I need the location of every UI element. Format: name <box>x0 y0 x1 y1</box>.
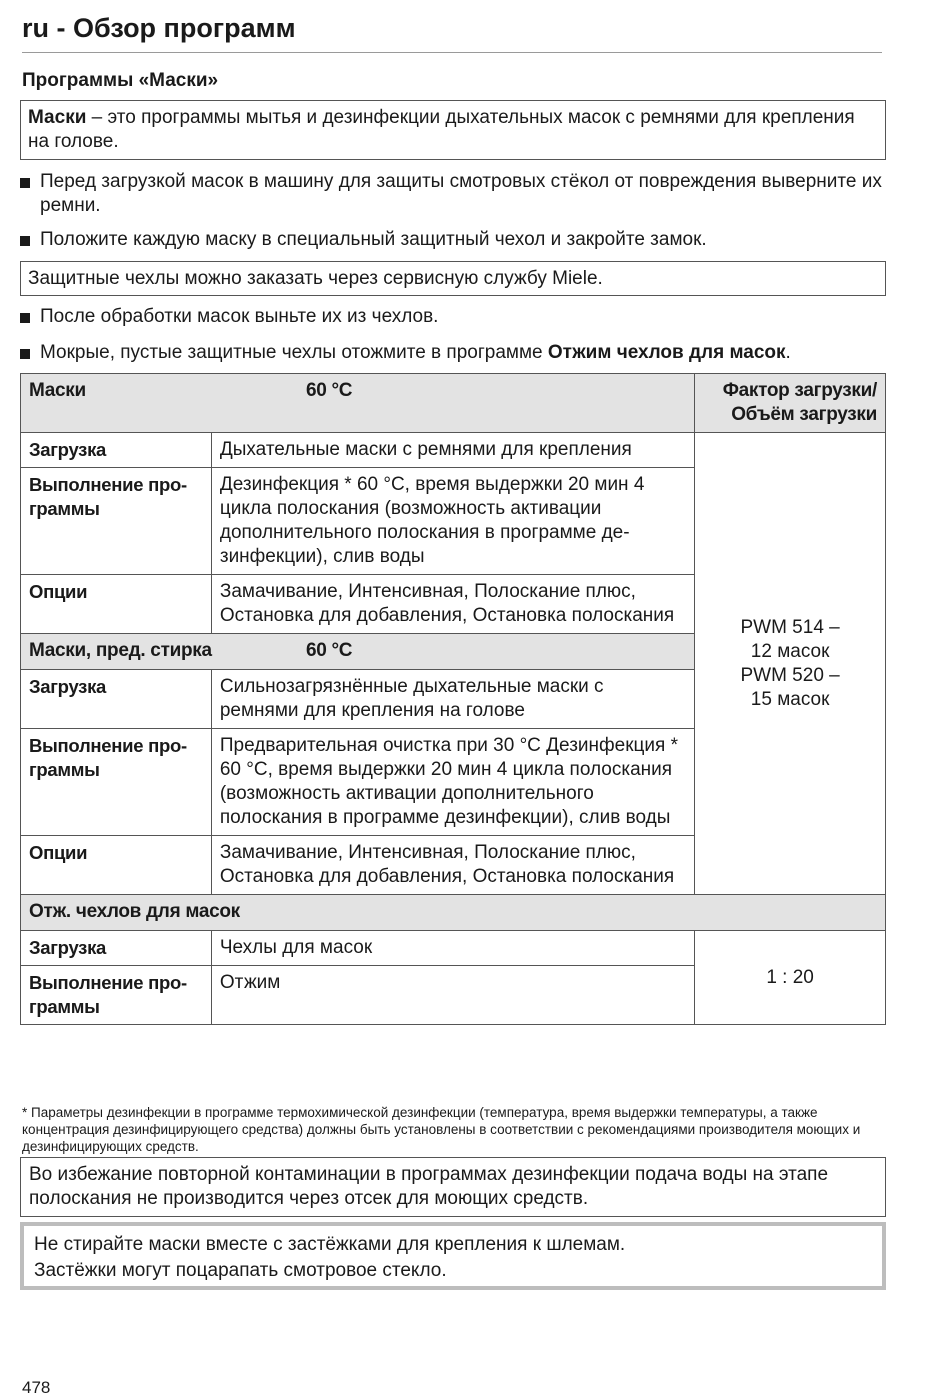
list-item <box>20 170 886 218</box>
list-item-text-end: . <box>785 342 791 363</box>
row-label-line2: граммы <box>29 759 100 780</box>
row-label-line1: Выполнение про- <box>29 972 187 993</box>
row-value: Чехлы для масок <box>211 931 694 966</box>
footnote: * Параметры дезинфекции в программе термохимической дезинфекции (температура, время выдержки температуры, а также концентрация дезинфицирующего средства) должны быть установлены в соответствии с рекомендациями производителя моющих и дезинфицирующих средств. <box>22 1105 861 1154</box>
bullet-square-icon <box>20 178 30 188</box>
factor-header-line1: Фактор загрузки/ <box>722 380 877 401</box>
row-label: Загрузка <box>21 433 212 468</box>
note-box: Во избежание повторной контаминации в программах дезинфекции подача воды на этапе полоскания не производится через отсек для моющих средств. <box>20 1157 886 1217</box>
list-item-text: Мокрые, пустые защитные чехлы отожмите в программе <box>40 342 548 363</box>
row-label: Опции <box>21 575 212 634</box>
row-label-line2: граммы <box>29 498 100 519</box>
row-label-line1: Выполнение про- <box>29 735 187 756</box>
capacity-line1: PWM 514 – <box>740 616 840 638</box>
row-value: Сильнозагрязнённые дыхательные маски с ремнями для крепления на голове <box>211 670 694 729</box>
capacity-line3: PWM 520 – <box>740 664 840 686</box>
row-label <box>21 468 212 575</box>
row-label: Загрузка <box>21 931 212 966</box>
intro-text: – это программы мытья и дезинфекции дыхательных масок с ремнями для крепления на голове. <box>28 107 855 152</box>
note-box: Защитные чехлы можно заказать через сервисную службу Miele. <box>20 261 886 296</box>
row-value: Замачивание, Интенсивная, Полоскание плюс, Остановка для добавления, Остановка полоскания <box>211 575 694 634</box>
capacity-cell <box>695 433 886 895</box>
table-header-row <box>21 374 886 433</box>
row-label <box>21 966 212 1025</box>
table-header-factor <box>695 374 886 433</box>
bullet-square-icon <box>20 313 30 323</box>
row-label: Загрузка <box>21 670 212 729</box>
list-item <box>20 228 886 252</box>
capacity-line2: 12 масок <box>750 640 830 662</box>
row-label <box>21 729 212 836</box>
list-item-text: Перед загрузкой масок в машину для защиты смотровых стёкол от повреждения выверните их ремни. <box>40 171 882 216</box>
table-row <box>21 433 886 468</box>
table-subheader-row <box>21 895 886 931</box>
row-value: Предварительная очистка при 30 °C Дезинфекция * 60 °C, время выдержки 20 мин 4 цикла полоскания (возможность активации дополнительного полоскания в программе дезинфекции), слив воды <box>211 729 694 836</box>
capacity-line4: 15 масок <box>750 688 830 710</box>
program-table <box>20 373 886 1025</box>
bullet-square-icon <box>20 349 30 359</box>
page-number: 478 <box>22 1378 51 1397</box>
warning-line1: Не стирайте маски вместе с застёжками для крепления к шлемам. <box>34 1234 626 1255</box>
program-name-bold: Отжим чехлов для масок <box>547 342 786 363</box>
row-label-line2: граммы <box>29 996 100 1017</box>
row-value: Дыхательные маски с ремнями для крепления <box>211 433 694 468</box>
section-title: Программы «Маски» <box>22 70 219 91</box>
list-item <box>20 341 886 365</box>
program-temp: 60 °C <box>306 640 353 661</box>
row-label-line1: Выполнение про- <box>29 474 187 495</box>
program-title: Маски <box>29 380 86 401</box>
intro-term: Маски <box>28 107 87 128</box>
factor-header-line2: Объём загрузки <box>731 404 877 425</box>
page-title: ru - Обзор программ <box>22 13 296 43</box>
row-value: Отжим <box>211 966 694 1025</box>
program-title: Маски, пред. стирка <box>29 640 212 661</box>
list-item-text: Положите каждую маску в специальный защитный чехол и закройте замок. <box>40 229 707 250</box>
intro-box <box>20 100 886 160</box>
table-header-program <box>21 374 695 433</box>
row-value: Замачивание, Интенсивная, Полоскание плюс, Остановка для добавления, Остановка полоскания <box>211 836 694 895</box>
program-temp: 60 °C <box>306 380 353 401</box>
list-item <box>20 305 886 329</box>
page-header <box>22 10 882 53</box>
list-item-text: После обработки масок выньте их из чехлов. <box>40 306 439 327</box>
warning-box <box>20 1222 886 1290</box>
table-row <box>21 931 886 966</box>
bullet-square-icon <box>20 236 30 246</box>
table-subheader-program: Отж. чехлов для масок <box>21 895 886 931</box>
factor-cell: 1 : 20 <box>695 931 886 1025</box>
warning-line2: Застёжки могут поцарапать смотровое стекло. <box>34 1260 447 1281</box>
row-value: Дезинфекция * 60 °C, время выдержки 20 мин 4 цикла полоскания (возможность активации дополнительного полоскания в программе дезинфекции), слив воды <box>211 468 694 575</box>
table-subheader-program <box>21 634 695 670</box>
row-label: Опции <box>21 836 212 895</box>
